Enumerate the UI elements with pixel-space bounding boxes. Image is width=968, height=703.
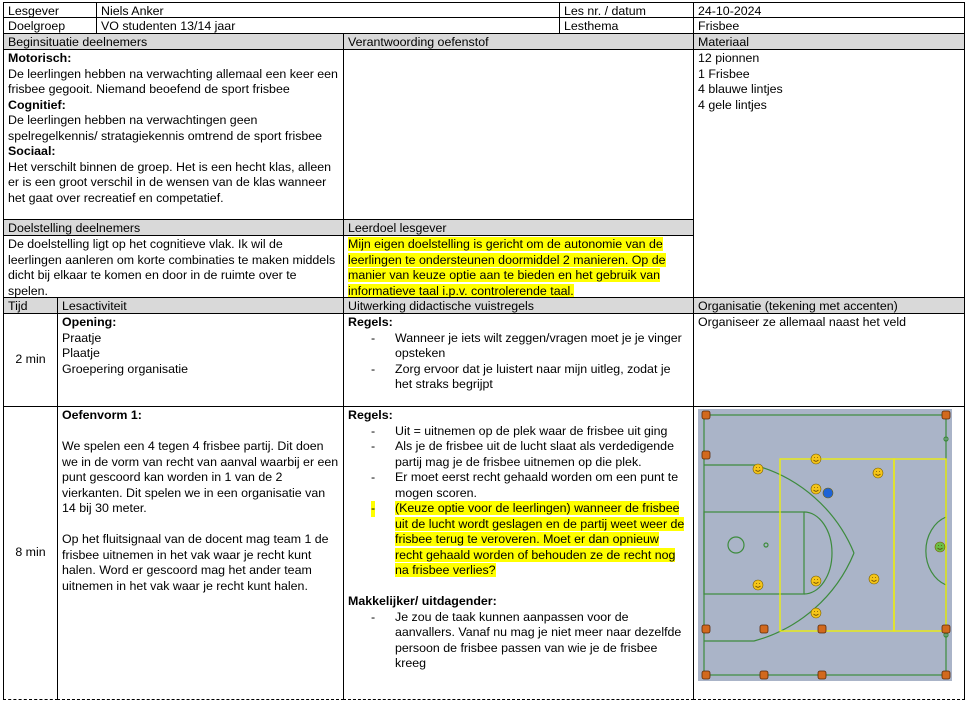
sociaal-title: Sociaal:	[8, 144, 56, 158]
doelgroep-value: VO studenten 13/14 jaar	[96, 17, 560, 34]
row1-tijd-value: 2 min	[15, 352, 46, 367]
row2-activity	[57, 406, 344, 700]
list-item: - Wanneer je iets wilt zeggen/vragen moet je je vinger opsteken	[371, 330, 682, 360]
doelgroep-label: Doelgroep	[3, 17, 97, 34]
makkelijker-text: Je zou de taak kunnen aanpassen voor de aanvallers. Vanaf nu mag je niet meer naar dezelfde persoon de frisbee passen van wie je de frisbee kreeg	[395, 609, 682, 670]
makkelijker-title: Makkelijker/ uitdagender:	[348, 594, 497, 608]
verantwoording-content	[343, 49, 694, 220]
uitwerking-header: Uitwerking didactische vuistregels	[343, 297, 694, 314]
row1-activity-line: Plaatje	[62, 346, 100, 360]
row2-activity-p1: We spelen een 4 tegen 4 frisbee partij. Dit doen we in de vorm van recht van aanval waarbij er een punt gescoord kan worden in 1 van de 2 vierkanten. Dit spelen we in een organisatie van 14 bij 30 meter.	[62, 439, 339, 515]
row1-regels-title: Regels:	[348, 315, 393, 329]
regel-text: Er moet eerst recht gehaald worden om een punt te mogen scoren.	[395, 470, 679, 500]
cone-marker	[942, 671, 950, 679]
list-item: - Zorg ervoor dat je luistert naar mijn uitleg, zodat je het straks begrijpt	[371, 361, 671, 391]
materiaal-item: 4 gele lintjes	[698, 97, 767, 112]
leerdoel-content	[343, 235, 694, 298]
row1-tijd	[3, 313, 58, 407]
player-marker	[753, 580, 763, 590]
list-item: - (Keuze optie voor de leerlingen) wanneer de frisbee uit de lucht wordt geslagen en de partij weet weer de frisbee terug te veroveren. Moet er dan opnieuw recht gehaald worden of behouden ze de recht nog na frisbee verlies?	[371, 501, 685, 577]
materiaal-item: 4 blauwe lintjes	[698, 82, 783, 96]
sociaal-text: Het verschilt binnen de groep. Het is een hecht klas, alleen er is een groot verschil in de wensen van de klas wanneer het gaat over recreatief en competatief.	[8, 159, 332, 205]
cognitief-text: De leerlingen hebben na verwachtingen geen spelregelkennis/ stratagiekennis omtrend de sport frisbee	[8, 113, 323, 143]
lesthema-value: Frisbee	[693, 17, 965, 34]
row1-activity-line: Groepering organisatie	[62, 361, 189, 376]
lesnr-label: Les nr. / datum	[559, 2, 694, 18]
regel-text: Wanneer je iets wilt zeggen/vragen moet je je vinger opsteken	[395, 330, 682, 360]
cognitief-title: Cognitief:	[8, 97, 66, 112]
cone-marker	[702, 671, 710, 679]
makkelijker-list	[348, 610, 689, 672]
verantwoording-header: Verantwoording oefenstof	[343, 33, 694, 50]
court-surface	[698, 409, 952, 681]
player-marker	[753, 464, 763, 474]
doelstelling-header: Doelstelling deelnemers	[3, 219, 344, 236]
row2-activity-p2: Op het fluitsignaal van de docent mag team 1 de frisbee uitnemen in het vak waar je recht kunt halen. Word er gescoord mag het ander team uitnemen in het vak waar je recht kunt halen.	[62, 532, 329, 593]
doelstelling-content	[3, 235, 344, 298]
organisatie-header: Organisatie (tekening met accenten)	[693, 297, 965, 314]
cone-marker	[760, 671, 768, 679]
cone-marker	[702, 411, 710, 419]
regel-highlight-text: (Keuze optie voor de leerlingen) wanneer de frisbee uit de lucht wordt geslagen en de partij weet weer de frisbee terug te veroveren. Moet er dan opnieuw recht gehaald worden of behouden ze de recht nog na frisbee verlies?	[395, 501, 685, 577]
field-drawing	[694, 407, 964, 699]
row1-activity	[57, 313, 344, 407]
list-item: - Uit = uitnemen op de plek waar de frisbee uit ging	[371, 423, 668, 438]
cone-marker	[702, 625, 710, 633]
row2-tijd-value: 8 min	[15, 545, 46, 560]
materiaal-item: 12 pionnen	[698, 51, 760, 65]
materiaal-content	[693, 49, 965, 298]
list-item: - Als je de frisbee uit de lucht slaat als verdedigende partij mag je de frisbee uitnemen op die plek.	[371, 439, 674, 469]
row2-organisatie	[693, 406, 965, 700]
lesgever-label: Lesgever	[3, 2, 97, 18]
cone-marker	[942, 625, 950, 633]
leerdoel-text: Mijn eigen doelstelling is gericht om de autonomie van de leerlingen te ondersteunen doormiddel 2 manieren. Op de manier van keuze optie aan te bieden en het gebruik van informatieve taal i.p.v. controlerende taal.	[348, 237, 666, 298]
row1-organisatie	[693, 313, 965, 407]
player-marker	[873, 468, 883, 478]
lesnr-value: 24-10-2024	[693, 2, 965, 18]
row1-activity-line: Praatje	[62, 330, 102, 345]
player-marker	[811, 454, 821, 464]
motorisch-text: De leerlingen hebben na verwachting allemaal een keer een frisbee gegooit. Niemand beoefend de sport frisbee	[8, 66, 338, 96]
materiaal-item: 1 Frisbee	[698, 66, 750, 81]
leerdoel-header: Leerdoel lesgever	[343, 219, 694, 236]
player-marker	[811, 576, 821, 586]
player-marker	[823, 488, 833, 498]
player-marker	[869, 574, 879, 584]
list-item: - Je zou de taak kunnen aanpassen voor de aanvallers. Vanaf nu mag je niet meer naar dezelfde persoon de frisbee passen van wie je de frisbee kreeg	[371, 609, 682, 670]
doelstelling-text: De doelstelling ligt op het cognitieve vlak. Ik wil de leerlingen aanleren om korte combinaties te maken middels dicht bij elkaar te komen en door in de ruimte over te spelen.	[8, 237, 336, 298]
lesactiviteit-header: Lesactiviteit	[57, 297, 344, 314]
cone-marker	[942, 411, 950, 419]
cone-marker	[818, 671, 826, 679]
materiaal-header: Materiaal	[693, 33, 965, 50]
list-item: - Er moet eerst recht gehaald worden om een punt te mogen scoren.	[371, 470, 679, 500]
row1-regels-list	[348, 331, 689, 393]
cone-marker	[760, 625, 768, 633]
lesgever-value: Niels Anker	[96, 2, 560, 18]
regel-text: Zorg ervoor dat je luistert naar mijn uitleg, zodat je het straks begrijpt	[395, 361, 671, 391]
tijd-header: Tijd	[3, 297, 58, 314]
cone-marker	[702, 451, 710, 459]
player-marker	[935, 542, 945, 552]
motorisch-title: Motorisch:	[8, 51, 72, 65]
regel-text: Als je de frisbee uit de lucht slaat als verdedigende partij mag je de frisbee uitnemen op die plek.	[395, 439, 674, 469]
row2-uitwerking	[343, 406, 694, 700]
cone-marker	[818, 625, 826, 633]
row2-tijd	[3, 406, 58, 700]
row1-uitwerking	[343, 313, 694, 407]
row1-activity-title: Opening:	[62, 315, 117, 329]
row2-activity-title: Oefenvorm 1:	[62, 408, 142, 422]
player-marker	[811, 608, 821, 618]
beginsituatie-header: Beginsituatie deelnemers	[3, 33, 344, 50]
player-marker	[811, 484, 821, 494]
lesthema-label: Lesthema	[559, 17, 694, 34]
row1-organisatie-text: Organiseer ze allemaal naast het veld	[698, 315, 907, 329]
row2-regels-list	[348, 424, 689, 579]
regel-text: Uit = uitnemen op de plek waar de frisbee uit ging	[395, 423, 668, 438]
beginsituatie-content	[3, 49, 344, 220]
row2-regels-title: Regels:	[348, 408, 393, 422]
